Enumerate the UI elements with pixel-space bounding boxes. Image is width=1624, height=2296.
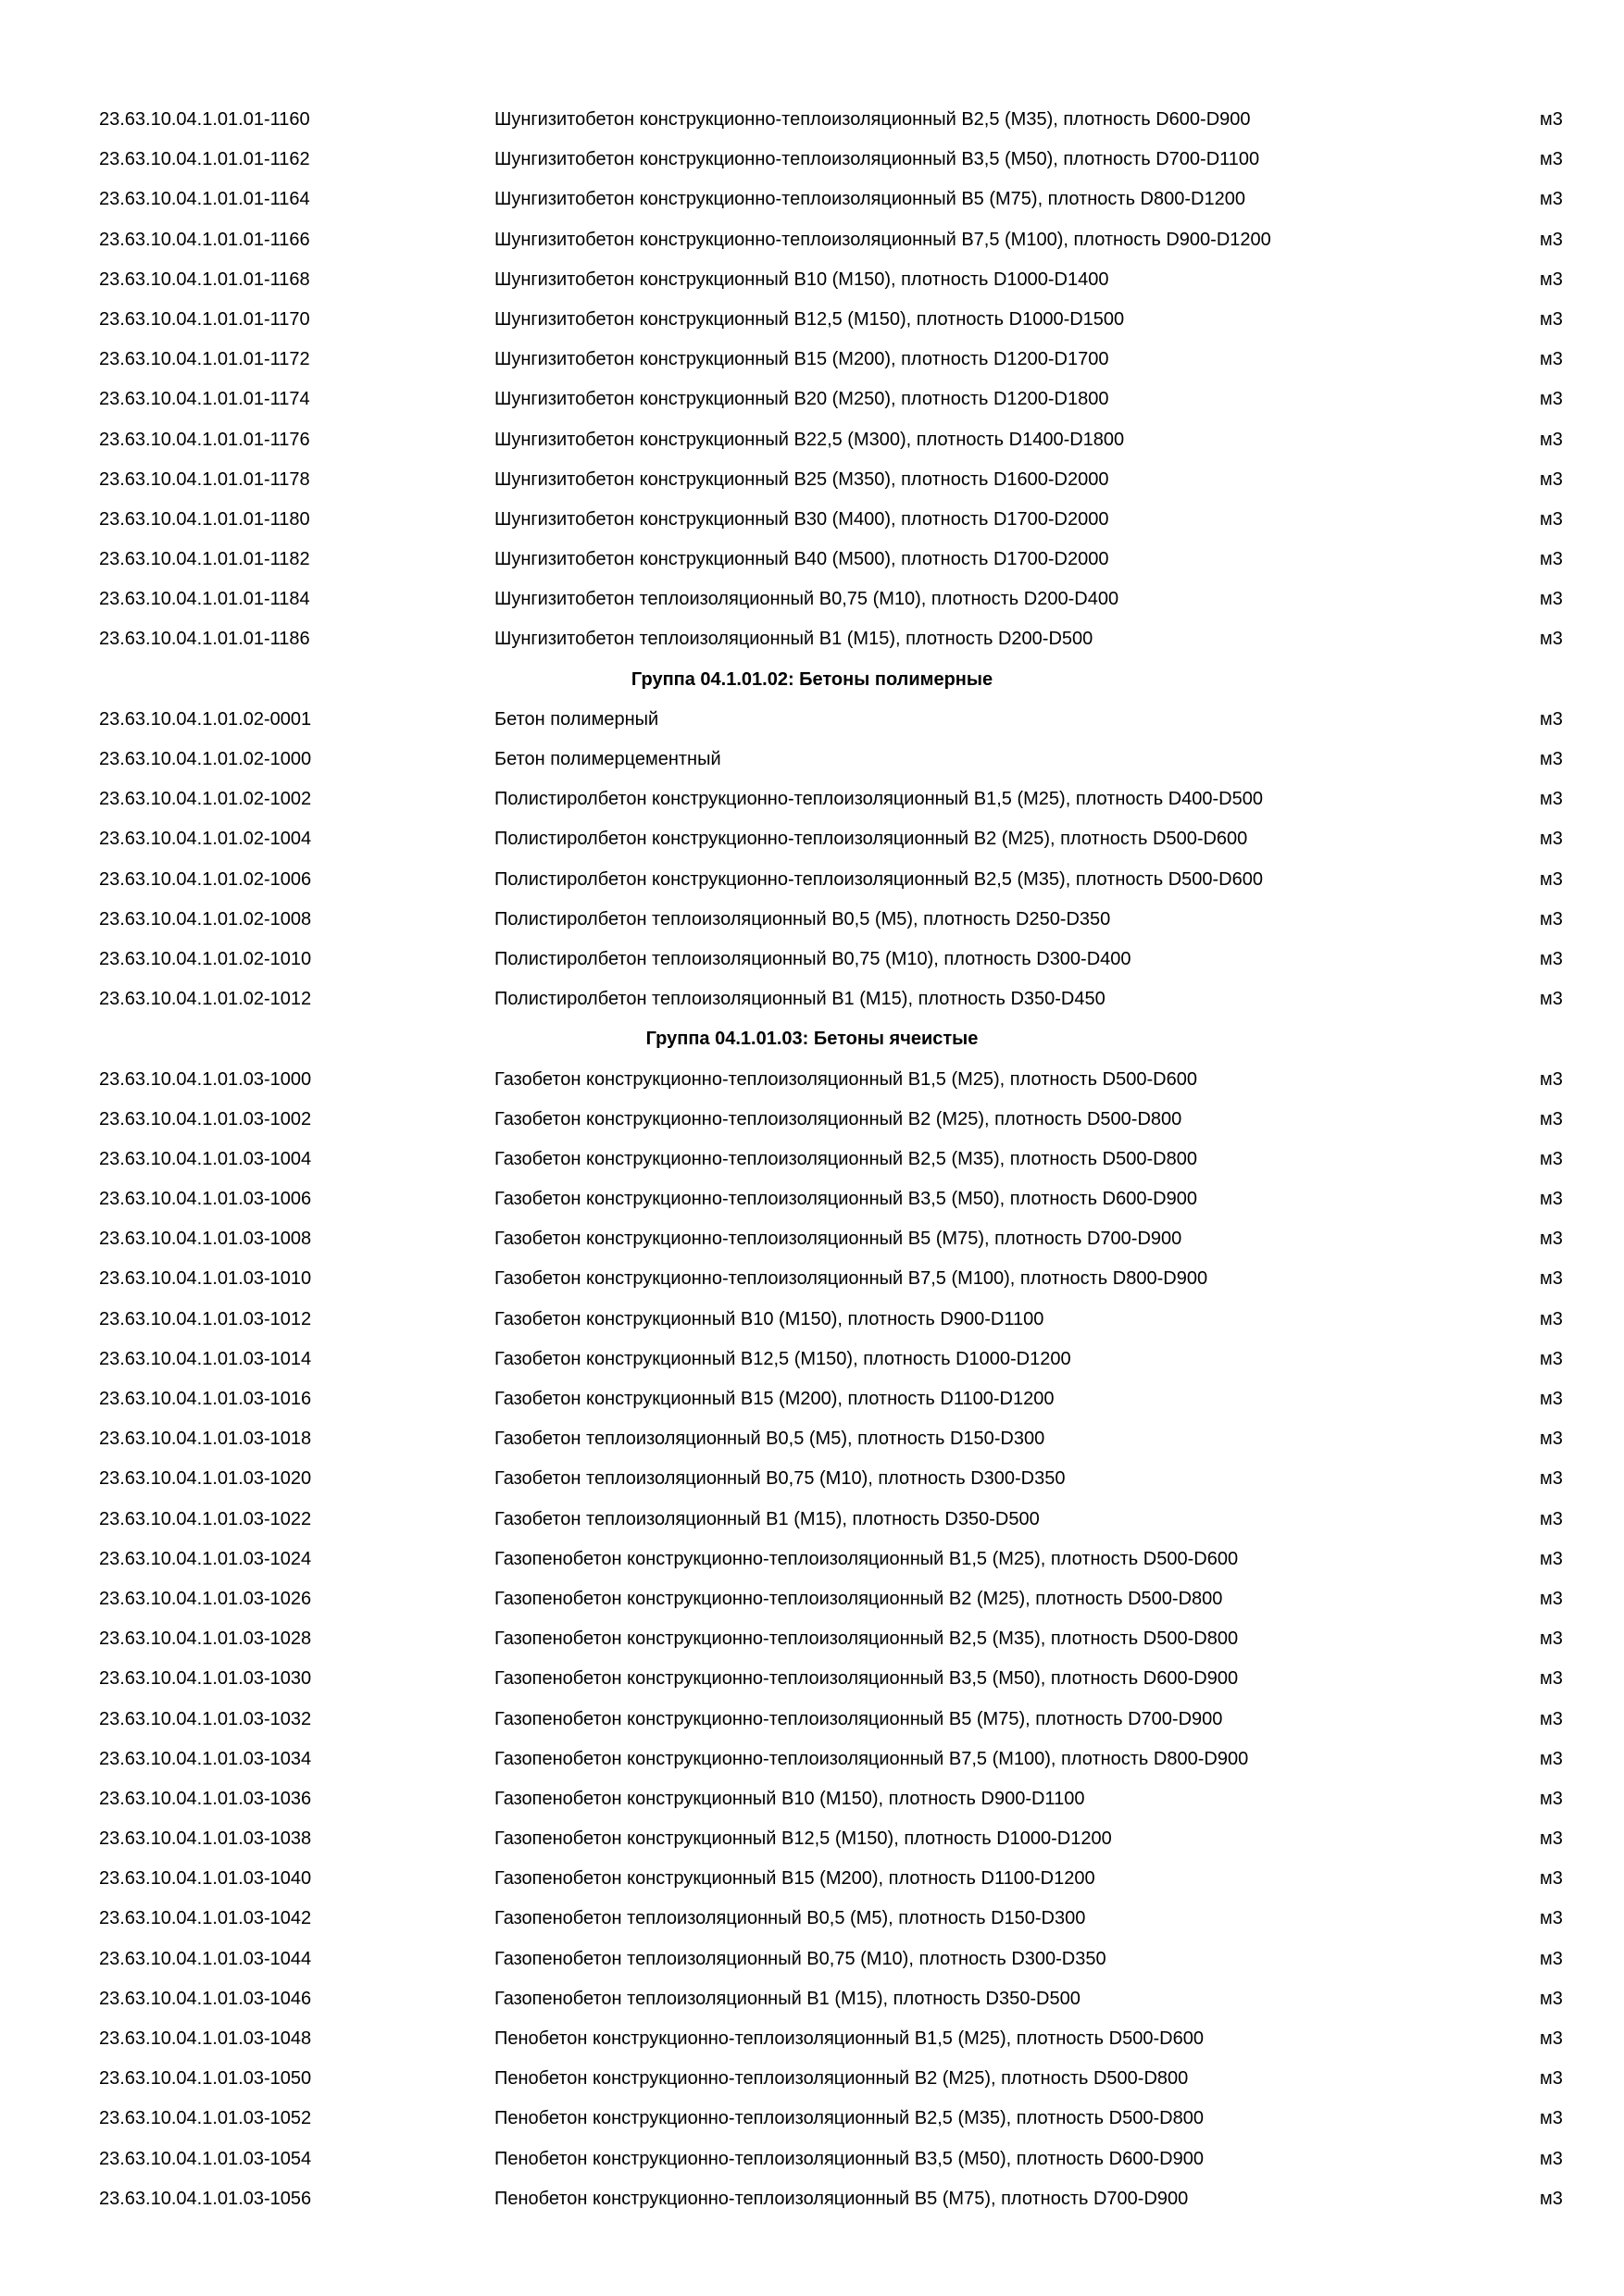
resource-code: 23.63.10.04.1.01.01-1174: [99, 389, 310, 410]
resource-code: 23.63.10.04.1.01.03-1034: [99, 1748, 312, 1769]
price-list-table: [0, 100, 1624, 2219]
unit-of-measure: м3: [1540, 629, 1563, 650]
resource-name: Газобетон теплоизоляционный B1 (M15), плотность D350-D500: [494, 1508, 1040, 1529]
table-row: [0, 2059, 1624, 2099]
table-row: [0, 220, 1624, 260]
resource-name: Шунгизитобетон конструкционно-теплоизоляционный B5 (M75), плотность D800-D1200: [494, 189, 1245, 210]
resource-name: Газобетон конструкционный B12,5 (M150), плотность D1000-D1200: [494, 1348, 1071, 1369]
resource-code: 23.63.10.04.1.01.03-1054: [99, 2148, 312, 2169]
unit-of-measure: м3: [1540, 229, 1563, 250]
resource-code: 23.63.10.04.1.01.02-1012: [99, 989, 312, 1010]
unit-of-measure: м3: [1540, 508, 1563, 530]
unit-of-measure: м3: [1540, 1828, 1563, 1850]
table-row: [0, 1219, 1624, 1259]
table-row: [0, 819, 1624, 859]
table-row: [0, 740, 1624, 780]
resource-code: 23.63.10.04.1.01.01-1180: [99, 508, 310, 530]
resource-name: Газобетон конструкционно-теплоизоляционный B2 (M25), плотность D500-D800: [494, 1108, 1182, 1129]
unit-of-measure: м3: [1540, 2188, 1563, 2209]
unit-of-measure: м3: [1540, 1748, 1563, 1769]
resource-code: 23.63.10.04.1.01.01-1182: [99, 549, 310, 570]
table-row: [0, 300, 1624, 340]
table-row: [0, 2019, 1624, 2059]
unit-of-measure: м3: [1540, 989, 1563, 1010]
resource-code: 23.63.10.04.1.01.03-1044: [99, 1948, 312, 1969]
table-row: [0, 260, 1624, 300]
table-row: [0, 1859, 1624, 1899]
resource-code: 23.63.10.04.1.01.03-1016: [99, 1389, 312, 1409]
resource-code: 23.63.10.04.1.01.03-1026: [99, 1588, 312, 1609]
table-row: [0, 1379, 1624, 1419]
table-row: [0, 340, 1624, 380]
resource-code: 23.63.10.04.1.01.01-1170: [99, 308, 310, 330]
resource-name: Шунгизитобетон конструкционно-теплоизоляционный B2,5 (M35), плотность D600-D900: [494, 109, 1251, 130]
resource-code: 23.63.10.04.1.01.02-0001: [99, 708, 312, 730]
resource-code: 23.63.10.04.1.01.03-1030: [99, 1668, 312, 1690]
resource-code: 23.63.10.04.1.01.03-1018: [99, 1429, 312, 1450]
unit-of-measure: м3: [1540, 1429, 1563, 1450]
unit-of-measure: м3: [1540, 1948, 1563, 1969]
unit-of-measure: м3: [1540, 2028, 1563, 2049]
resource-code: 23.63.10.04.1.01.01-1160: [99, 109, 310, 130]
resource-code: 23.63.10.04.1.01.03-1020: [99, 1468, 312, 1490]
table-row: [0, 1140, 1624, 1179]
resource-code: 23.63.10.04.1.01.02-1010: [99, 948, 312, 969]
unit-of-measure: м3: [1540, 708, 1563, 730]
table-row: [0, 1419, 1624, 1459]
resource-code: 23.63.10.04.1.01.03-1010: [99, 1268, 312, 1290]
resource-code: 23.63.10.04.1.01.01-1176: [99, 429, 310, 450]
unit-of-measure: м3: [1540, 589, 1563, 610]
table-row: [0, 860, 1624, 900]
table-row: [0, 540, 1624, 580]
resource-code: 23.63.10.04.1.01.03-1012: [99, 1308, 312, 1329]
resource-name: Газопенобетон теплоизоляционный B0,75 (M10), плотность D300-D350: [494, 1948, 1106, 1969]
resource-name: Шунгизитобетон конструкционный B20 (M250), плотность D1200-D1800: [494, 389, 1109, 410]
unit-of-measure: м3: [1540, 789, 1563, 810]
resource-name: Шунгизитобетон теплоизоляционный B1 (M15), плотность D200-D500: [494, 629, 1093, 650]
resource-code: 23.63.10.04.1.01.01-1162: [99, 149, 310, 170]
resource-code: 23.63.10.04.1.01.02-1008: [99, 908, 312, 930]
resource-name: Газобетон конструкционный B15 (M200), плотность D1100-D1200: [494, 1389, 1055, 1409]
unit-of-measure: м3: [1540, 149, 1563, 170]
resource-name: Шунгизитобетон теплоизоляционный B0,75 (M10), плотность D200-D400: [494, 589, 1119, 610]
table-row: [0, 420, 1624, 460]
resource-name: Полистиролбетон теплоизоляционный B1 (M15), плотность D350-D450: [494, 989, 1106, 1010]
group-heading: [0, 1019, 1624, 1059]
table-row: [0, 1619, 1624, 1659]
table-row: [0, 2140, 1624, 2179]
resource-code: 23.63.10.04.1.01.03-1028: [99, 1628, 312, 1650]
unit-of-measure: м3: [1540, 1708, 1563, 1729]
table-row: [0, 700, 1624, 740]
table-row: [0, 1100, 1624, 1140]
resource-name: Газопенобетон конструкционный B15 (M200), плотность D1100-D1200: [494, 1868, 1095, 1890]
table-row: [0, 900, 1624, 940]
table-row: [0, 940, 1624, 980]
table-row: [0, 1540, 1624, 1579]
table-row: [0, 1179, 1624, 1219]
resource-code: 23.63.10.04.1.01.01-1166: [99, 229, 310, 250]
resource-name: Газопенобетон конструкционно-теплоизоляционный B1,5 (M25), плотность D500-D600: [494, 1548, 1239, 1569]
resource-name: Бетон полимерцементный: [494, 749, 721, 769]
unit-of-measure: м3: [1540, 549, 1563, 570]
resource-code: 23.63.10.04.1.01.03-1032: [99, 1708, 312, 1729]
table-row: [0, 2179, 1624, 2219]
table-row: [0, 1459, 1624, 1499]
resource-code: 23.63.10.04.1.01.03-1042: [99, 1908, 312, 1929]
resource-name: Газопенобетон конструкционно-теплоизоляционный B5 (M75), плотность D700-D900: [494, 1708, 1223, 1729]
resource-code: 23.63.10.04.1.01.02-1006: [99, 868, 312, 890]
unit-of-measure: м3: [1540, 268, 1563, 290]
table-row: [0, 1659, 1624, 1699]
unit-of-measure: м3: [1540, 2108, 1563, 2129]
resource-name: Шунгизитобетон конструкционно-теплоизоляционный B3,5 (M50), плотность D700-D1100: [494, 149, 1260, 170]
unit-of-measure: м3: [1540, 1348, 1563, 1369]
unit-of-measure: м3: [1540, 1868, 1563, 1890]
resource-name: Газопенобетон конструкционный B12,5 (M150), плотность D1000-D1200: [494, 1828, 1112, 1850]
unit-of-measure: м3: [1540, 1468, 1563, 1490]
unit-of-measure: м3: [1540, 1068, 1563, 1090]
table-row: [0, 619, 1624, 659]
unit-of-measure: м3: [1540, 1229, 1563, 1250]
resource-name: Газобетон конструкционный B10 (M150), плотность D900-D1100: [494, 1308, 1044, 1329]
group-heading: [0, 660, 1624, 700]
resource-name: Шунгизитобетон конструкционный B25 (M350), плотность D1600-D2000: [494, 468, 1109, 490]
group-title: Группа 04.1.01.02: Бетоны полимерные: [631, 668, 993, 690]
resource-name: Пенобетон конструкционно-теплоизоляционный B2 (M25), плотность D500-D800: [494, 2068, 1189, 2090]
resource-name: Газобетон конструкционно-теплоизоляционный B2,5 (M35), плотность D500-D800: [494, 1148, 1197, 1169]
resource-code: 23.63.10.04.1.01.03-1000: [99, 1068, 312, 1090]
resource-name: Пенобетон конструкционно-теплоизоляционный B2,5 (M35), плотность D500-D800: [494, 2108, 1204, 2129]
unit-of-measure: м3: [1540, 1189, 1563, 1210]
table-row: [0, 1779, 1624, 1819]
unit-of-measure: м3: [1540, 189, 1563, 210]
table-row: [0, 180, 1624, 219]
resource-name: Газобетон конструкционно-теплоизоляционный B1,5 (M25), плотность D500-D600: [494, 1068, 1197, 1090]
table-row: [0, 380, 1624, 419]
table-row: [0, 580, 1624, 619]
resource-code: 23.63.10.04.1.01.02-1002: [99, 789, 312, 810]
unit-of-measure: м3: [1540, 1148, 1563, 1169]
table-row: [0, 1300, 1624, 1340]
unit-of-measure: м3: [1540, 1108, 1563, 1129]
resource-name: Газопенобетон теплоизоляционный B1 (M15), плотность D350-D500: [494, 1988, 1081, 2009]
unit-of-measure: м3: [1540, 308, 1563, 330]
unit-of-measure: м3: [1540, 749, 1563, 769]
resource-name: Полистиролбетон конструкционно-теплоизоляционный B2 (M25), плотность D500-D600: [494, 829, 1248, 850]
resource-name: Полистиролбетон конструкционно-теплоизоляционный B2,5 (M35), плотность D500-D600: [494, 868, 1263, 890]
resource-name: Пенобетон конструкционно-теплоизоляционный B3,5 (M50), плотность D600-D900: [494, 2148, 1204, 2169]
group-title: Группа 04.1.01.03: Бетоны ячеистые: [645, 1029, 979, 1050]
resource-code: 23.63.10.04.1.01.01-1168: [99, 268, 310, 290]
unit-of-measure: м3: [1540, 1268, 1563, 1290]
unit-of-measure: м3: [1540, 1588, 1563, 1609]
table-row: [0, 1500, 1624, 1540]
resource-name: Газопенобетон конструкционный B10 (M150), плотность D900-D1100: [494, 1788, 1085, 1809]
table-row: [0, 980, 1624, 1019]
resource-code: 23.63.10.04.1.01.03-1036: [99, 1788, 312, 1809]
table-row: [0, 1819, 1624, 1859]
unit-of-measure: м3: [1540, 109, 1563, 130]
table-row: [0, 1259, 1624, 1299]
table-row: [0, 1940, 1624, 1979]
table-row: [0, 140, 1624, 180]
resource-code: 23.63.10.04.1.01.02-1000: [99, 749, 312, 769]
resource-code: 23.63.10.04.1.01.03-1040: [99, 1868, 312, 1890]
unit-of-measure: м3: [1540, 1389, 1563, 1409]
resource-code: 23.63.10.04.1.01.03-1056: [99, 2188, 312, 2209]
unit-of-measure: м3: [1540, 1308, 1563, 1329]
unit-of-measure: м3: [1540, 1508, 1563, 1529]
resource-code: 23.63.10.04.1.01.03-1004: [99, 1148, 312, 1169]
resource-code: 23.63.10.04.1.01.01-1186: [99, 629, 310, 650]
unit-of-measure: м3: [1540, 389, 1563, 410]
resource-code: 23.63.10.04.1.01.03-1046: [99, 1988, 312, 2009]
table-row: [0, 1579, 1624, 1619]
unit-of-measure: м3: [1540, 1988, 1563, 2009]
unit-of-measure: м3: [1540, 868, 1563, 890]
table-row: [0, 1340, 1624, 1379]
resource-code: 23.63.10.04.1.01.03-1050: [99, 2068, 312, 2090]
resource-name: Полистиролбетон теплоизоляционный B0,5 (M5), плотность D250-D350: [494, 908, 1111, 930]
resource-name: Газопенобетон конструкционно-теплоизоляционный B3,5 (M50), плотность D600-D900: [494, 1668, 1239, 1690]
table-row: [0, 780, 1624, 819]
resource-name: Газопенобетон конструкционно-теплоизоляционный B2 (M25), плотность D500-D800: [494, 1588, 1223, 1609]
table-row: [0, 2099, 1624, 2139]
table-row: [0, 1700, 1624, 1740]
resource-name: Шунгизитобетон конструкционный B12,5 (M150), плотность D1000-D1500: [494, 308, 1125, 330]
resource-name: Газобетон конструкционно-теплоизоляционный B7,5 (M100), плотность D800-D900: [494, 1268, 1208, 1290]
resource-name: Газопенобетон теплоизоляционный B0,5 (M5), плотность D150-D300: [494, 1908, 1086, 1929]
unit-of-measure: м3: [1540, 468, 1563, 490]
resource-name: Бетон полимерный: [494, 708, 659, 730]
table-row: [0, 1740, 1624, 1779]
unit-of-measure: м3: [1540, 948, 1563, 969]
resource-name: Газобетон конструкционно-теплоизоляционный B3,5 (M50), плотность D600-D900: [494, 1189, 1197, 1210]
resource-code: 23.63.10.04.1.01.01-1178: [99, 468, 310, 490]
resource-name: Газопенобетон конструкционно-теплоизоляционный B7,5 (M100), плотность D800-D900: [494, 1748, 1249, 1769]
table-row: [0, 460, 1624, 500]
resource-name: Шунгизитобетон конструкционно-теплоизоляционный B7,5 (M100), плотность D900-D1200: [494, 229, 1271, 250]
unit-of-measure: м3: [1540, 829, 1563, 850]
resource-name: Шунгизитобетон конструкционный B30 (M400), плотность D1700-D2000: [494, 508, 1109, 530]
table-row: [0, 1060, 1624, 1100]
resource-code: 23.63.10.04.1.01.03-1038: [99, 1828, 312, 1850]
resource-code: 23.63.10.04.1.01.03-1048: [99, 2028, 312, 2049]
unit-of-measure: м3: [1540, 1788, 1563, 1809]
resource-name: Шунгизитобетон конструкционный B15 (M200), плотность D1200-D1700: [494, 349, 1109, 370]
unit-of-measure: м3: [1540, 349, 1563, 370]
resource-code: 23.63.10.04.1.01.02-1004: [99, 829, 312, 850]
resource-code: 23.63.10.04.1.01.03-1006: [99, 1189, 312, 1210]
resource-code: 23.63.10.04.1.01.03-1024: [99, 1548, 312, 1569]
resource-name: Пенобетон конструкционно-теплоизоляционный B1,5 (M25), плотность D500-D600: [494, 2028, 1204, 2049]
unit-of-measure: м3: [1540, 1908, 1563, 1929]
resource-code: 23.63.10.04.1.01.01-1164: [99, 189, 310, 210]
resource-name: Газобетон теплоизоляционный B0,75 (M10), плотность D300-D350: [494, 1468, 1066, 1490]
resource-name: Газобетон конструкционно-теплоизоляционный B5 (M75), плотность D700-D900: [494, 1229, 1182, 1250]
resource-name: Полистиролбетон конструкционно-теплоизоляционный B1,5 (M25), плотность D400-D500: [494, 789, 1263, 810]
resource-code: 23.63.10.04.1.01.03-1002: [99, 1108, 312, 1129]
unit-of-measure: м3: [1540, 2068, 1563, 2090]
table-row: [0, 1899, 1624, 1939]
resource-name: Пенобетон конструкционно-теплоизоляционный B5 (M75), плотность D700-D900: [494, 2188, 1189, 2209]
resource-name: Шунгизитобетон конструкционный B40 (M500), плотность D1700-D2000: [494, 549, 1109, 570]
resource-name: Шунгизитобетон конструкционный B10 (M150), плотность D1000-D1400: [494, 268, 1109, 290]
resource-code: 23.63.10.04.1.01.03-1008: [99, 1229, 312, 1250]
table-row: [0, 100, 1624, 140]
unit-of-measure: м3: [1540, 2148, 1563, 2169]
resource-name: Газобетон теплоизоляционный B0,5 (M5), плотность D150-D300: [494, 1429, 1045, 1450]
unit-of-measure: м3: [1540, 1628, 1563, 1650]
resource-code: 23.63.10.04.1.01.03-1022: [99, 1508, 312, 1529]
unit-of-measure: м3: [1540, 1548, 1563, 1569]
resource-name: Газопенобетон конструкционно-теплоизоляционный B2,5 (M35), плотность D500-D800: [494, 1628, 1239, 1650]
unit-of-measure: м3: [1540, 908, 1563, 930]
resource-code: 23.63.10.04.1.01.01-1184: [99, 589, 310, 610]
table-row: [0, 1979, 1624, 2019]
resource-name: Полистиролбетон теплоизоляционный B0,75 (M10), плотность D300-D400: [494, 948, 1131, 969]
resource-code: 23.63.10.04.1.01.03-1014: [99, 1348, 312, 1369]
resource-name: Шунгизитобетон конструкционный B22,5 (M300), плотность D1400-D1800: [494, 429, 1125, 450]
table-row: [0, 500, 1624, 540]
resource-code: 23.63.10.04.1.01.01-1172: [99, 349, 310, 370]
unit-of-measure: м3: [1540, 429, 1563, 450]
resource-code: 23.63.10.04.1.01.03-1052: [99, 2108, 312, 2129]
unit-of-measure: м3: [1540, 1668, 1563, 1690]
